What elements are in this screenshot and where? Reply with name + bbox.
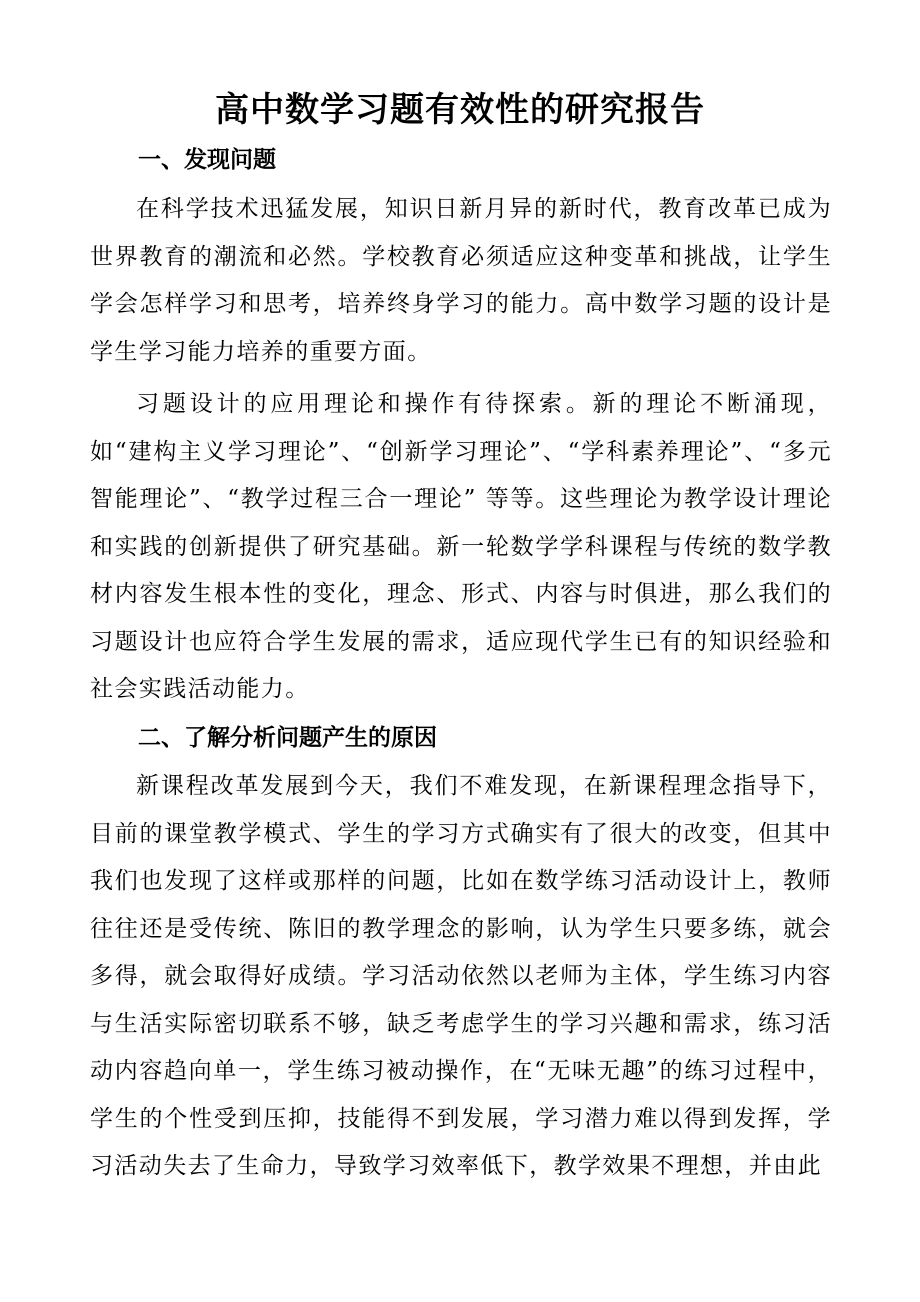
paragraph: 在科学技术迅猛发展，知识日新月异的新时代，教育改革已成为世界教育的潮流和必然。学校教育必须适应这种变革和挑战，让学生学会怎样学习和思考，培养终身学习的能力。高中数学习题的设计是学生学习能力培养的重要方面。 xyxy=(90,196,832,365)
paragraph: 新课程改革发展到今天，我们不难发现，在新课程理念指导下，目前的课堂教学模式、学生的学习方式确实有了很大的改变，但其中我们也发现了这样或那样的问题，比如在数学练习活动设计上，教师往往还是受传统、陈旧的教学理念的影响，认为学生只要多练，就会多得，就会取得好成绩。学习活动依然以老师为主体，学生练习内容与生活实际密切联系不够，缺乏考虑学生的学习兴趣和需求，练习活动内容趋向单一，学生练习被动操作，在“无味无趣”的练习过程中，学生的个性受到压抑，技能得不到发展，学习潜力难以得到发挥，学习活动失去了生命力，导致学习效率低下，教学效果不理想，并由此 xyxy=(90,773,832,1179)
document-title: 高中数学习题有效性的研究报告 xyxy=(215,90,705,130)
section-heading-analyze-causes: 二、了解分析问题产生的原因 xyxy=(138,725,437,751)
section-heading-discover-problem: 一、发现问题 xyxy=(138,147,276,173)
paragraph: 习题设计的应用理论和操作有待探索。新的理论不断涌现，如“建构主义学习理论”、“创新学习理论”、“学科素养理论”、“多元智能理论”、“教学过程三合一理论” 等等。这些理论为教学设计理论和实践的创新提供了研究基础。新一轮数学学科课程与传统的数学教材内容发生根本性的变化，理念、形式、内容与时俱进，那么我们的习题设计也应符合学生发展的需求，适应现代学生已有的知识经验和社会实践活动能力。 xyxy=(90,391,832,702)
